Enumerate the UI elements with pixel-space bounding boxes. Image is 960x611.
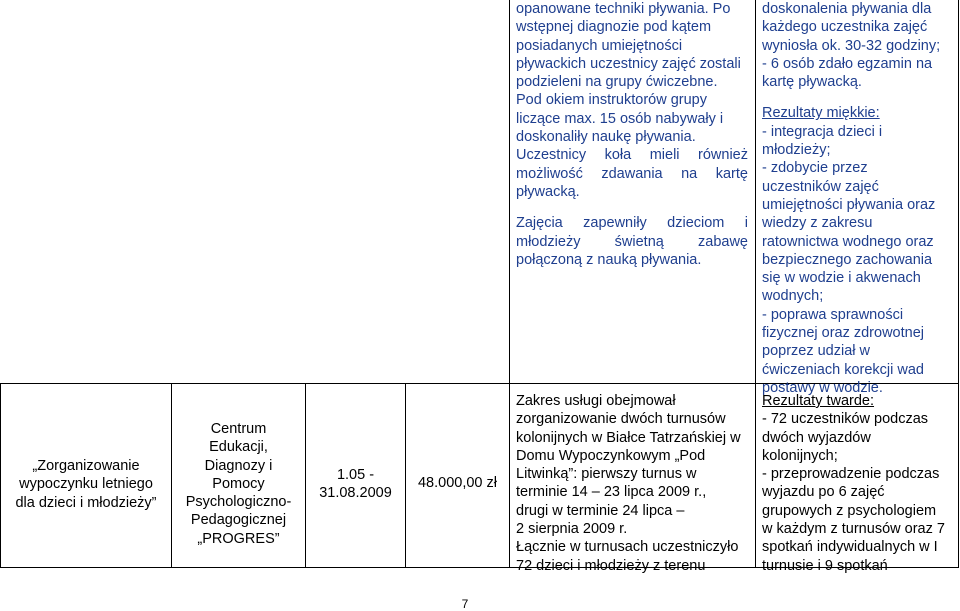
text-line: grupowych z psychologiem	[762, 502, 937, 519]
text-line: spotkań indywidualnych w I	[762, 539, 938, 556]
text-line: - 72 uczestników podczas	[762, 411, 929, 428]
row2-dates-cell	[306, 466, 405, 503]
text-line: - przeprowadzenie podczas	[762, 466, 940, 483]
text-line: połączoną z nauką pływania.	[516, 251, 702, 268]
text-line: dla dzieci i młodzieży”	[15, 494, 157, 511]
text-line: kolonijnych;	[762, 447, 838, 464]
text-line: bezpiecznego zachowania	[762, 251, 933, 268]
text-line: ratownictwa wodnego oraz	[762, 233, 934, 250]
row1-description-cell	[516, 0, 748, 269]
text-line: poprzez udział w	[762, 343, 870, 360]
text-line: wyniosła ok. 30-32 godziny;	[762, 37, 941, 54]
hard-results-heading: Rezultaty twarde:	[762, 393, 875, 409]
text-line: Edukacji,	[209, 439, 268, 456]
date-line: 1.05 -	[336, 467, 375, 483]
table-border-right	[958, 0, 959, 568]
text-line: wypoczynku letniego	[19, 476, 153, 493]
row2-organization-cell	[172, 420, 305, 548]
text-line: - zdobycie przez	[762, 160, 868, 177]
soft-results-heading: Rezultaty miękkie:	[762, 105, 880, 122]
text-line: wiedzy z zakresu	[762, 215, 873, 232]
text-line: fizycznej oraz zdrowotnej	[762, 325, 924, 342]
text-line: liczące max. 15 osób nabywały i	[516, 110, 724, 127]
table-border-col5	[755, 0, 756, 568]
table-border-col4	[509, 0, 510, 568]
text-line: pływackich uczestnicy zajęć zostali	[516, 55, 741, 72]
text-line: w każdym z turnusów oraz 7	[762, 521, 945, 538]
text-line: umiejętności pływania oraz	[762, 196, 936, 213]
text-line: postawy w wodzie.	[762, 379, 883, 396]
text-line: terminie 14 – 23 lipca 2009 r.,	[516, 484, 707, 501]
text-line: - poprawa sprawności	[762, 306, 904, 323]
text-line: drugi w terminie 24 lipca –	[516, 502, 685, 519]
amount-value: 48.000,00 zł	[417, 475, 497, 491]
text-line: 2 sierpnia 2009 r.	[516, 521, 628, 538]
page-number: 7	[461, 597, 469, 611]
text-line: opanowane techniki pływania. Po	[516, 1, 731, 17]
text-line: ćwiczeniach korekcji wad	[762, 361, 924, 378]
text-line: Centrum	[210, 421, 267, 437]
text-line: 72 dzieci i młodzieży z terenu	[516, 557, 706, 574]
row2-description-cell	[516, 392, 750, 575]
text-line: każdego uczestnika zajęć	[762, 19, 928, 36]
text-line: wstępnej diagnozie pod kątem	[516, 19, 712, 36]
text-line: „Zorganizowanie	[32, 458, 140, 474]
text-line: uczestników zajęć	[762, 178, 879, 195]
text-line-justified: młodzieży świetną zabawę	[516, 233, 748, 250]
text-line: posiadanych umiejętności	[516, 37, 683, 54]
text-line: Diagnozy i	[204, 457, 273, 474]
text-line: podzieleni na grupy ćwiczebne.	[516, 74, 718, 91]
text-line: Domu Wypoczynkowym „Pod	[516, 447, 706, 464]
text-line: dwóch wyjazdów	[762, 429, 871, 446]
text-line-justified: możliwość zdawania na kartę	[516, 165, 748, 182]
date-line: 31.08.2009	[319, 485, 392, 502]
text-line: - integracja dzieci i	[762, 123, 883, 140]
text-line: młodzieży;	[762, 142, 831, 159]
text-line-justified: Uczestnicy koła mieli również	[516, 147, 748, 164]
text-line: pływacką.	[516, 183, 580, 200]
text-line: Psychologiczno-	[185, 494, 292, 511]
text-line: Łącznie w turnusach uczestniczyło	[516, 539, 739, 556]
text-line: „PROGRES”	[197, 530, 280, 547]
text-line: - 6 osób zdało egzamin na	[762, 55, 933, 72]
text-line: doskonalenia pływania dla	[762, 1, 932, 17]
row2-results-cell	[762, 392, 957, 575]
text-line: Litwinką”: pierwszy turnus w	[516, 466, 697, 483]
text-line: kolonijnych w Białce Tatrzańskiej w	[516, 429, 741, 446]
text-line: wyjazdu po 6 zajęć	[762, 484, 885, 501]
text-line: doskonaliły naukę pływania.	[516, 129, 696, 146]
text-line: się w wodzie i akwenach	[762, 270, 921, 287]
text-line: Zakres usługi obejmował	[516, 393, 676, 409]
text-line: wodnych;	[762, 288, 824, 305]
row2-amount-cell	[406, 474, 509, 492]
text-line: Pomocy	[212, 475, 265, 492]
text-line: Pedagogicznej	[190, 512, 287, 529]
row2-task-cell	[1, 457, 171, 512]
text-line: zorganizowanie dwóch turnusów	[516, 411, 726, 428]
text-line: turnusie i 9 spotkań	[762, 557, 888, 574]
text-line: kartę pływacką.	[762, 74, 862, 91]
row1-results-cell	[762, 0, 957, 397]
text-line: Pod okiem instruktorów grupy	[516, 92, 707, 109]
text-line-justified: Zajęcia zapewniły dzieciom i	[516, 215, 748, 232]
